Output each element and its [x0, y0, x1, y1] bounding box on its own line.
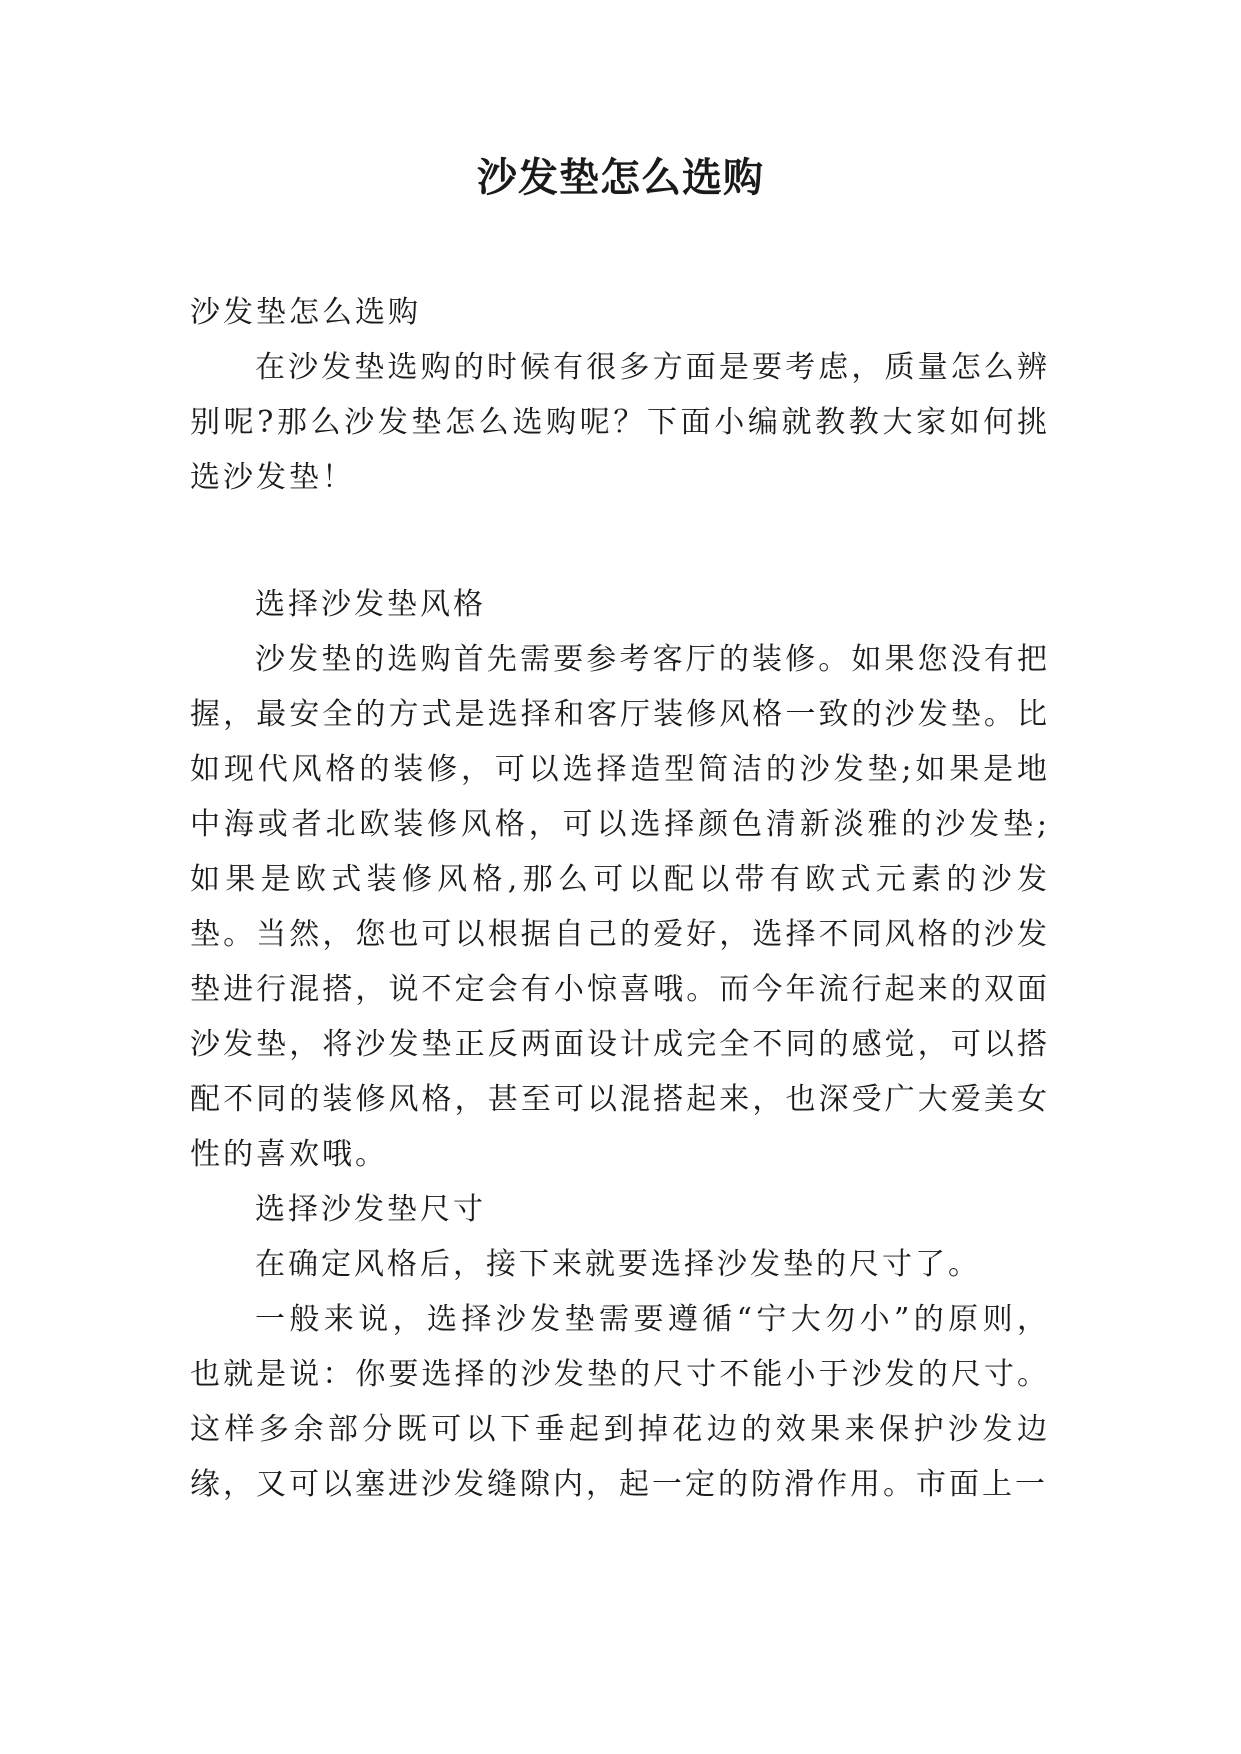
paragraph-intro: 在沙发垫选购的时候有很多方面是要考虑，质量怎么辨别呢?那么沙发垫怎么选购呢？下面小编就教教大家如何挑选沙发垫！	[190, 350, 1050, 495]
section-heading-size: 选择沙发垫尺寸	[255, 1192, 486, 1227]
paragraph-size-intro: 在确定风格后，接下来就要选择沙发垫的尺寸了。	[255, 1247, 981, 1282]
paragraph-size-rule: 一般来说，选择沙发垫需要遵循“宁大勿小”的原则，也就是说：你要选择的沙发垫的尺寸不能小于沙发的尺寸。这样多余部分既可以下垂起到掉花边的效果来保护沙发边缘，又可以塞进沙发缝隙内，起一定的防滑作用。市面上一	[190, 1302, 1050, 1502]
paragraph-spacer	[190, 505, 1050, 560]
paragraph-subtitle: 沙发垫怎么选购	[190, 295, 421, 330]
document-body	[190, 285, 1050, 1512]
document-title: 沙发垫怎么选购	[477, 154, 764, 201]
paragraph-spacer	[190, 560, 1050, 577]
paragraph-style: 沙发垫的选购首先需要参考客厅的装修。如果您没有把握，最安全的方式是选择和客厅装修风格一致的沙发垫。比如现代风格的装修，可以选择造型简洁的沙发垫;如果是地中海或者北欧装修风格，可以选择颜色清新淡雅的沙发垫;如果是欧式装修风格,那么可以配以带有欧式元素的沙发垫。当然，您也可以根据自己的爱好，选择不同风格的沙发垫进行混搭，说不定会有小惊喜哦。而今年流行起来的双面沙发垫，将沙发垫正反两面设计成完全不同的感觉，可以搭配不同的装修风格，甚至可以混搭起来，也深受广大爱美女性的喜欢哦。	[190, 642, 1050, 1172]
section-heading-style: 选择沙发垫风格	[255, 587, 486, 622]
